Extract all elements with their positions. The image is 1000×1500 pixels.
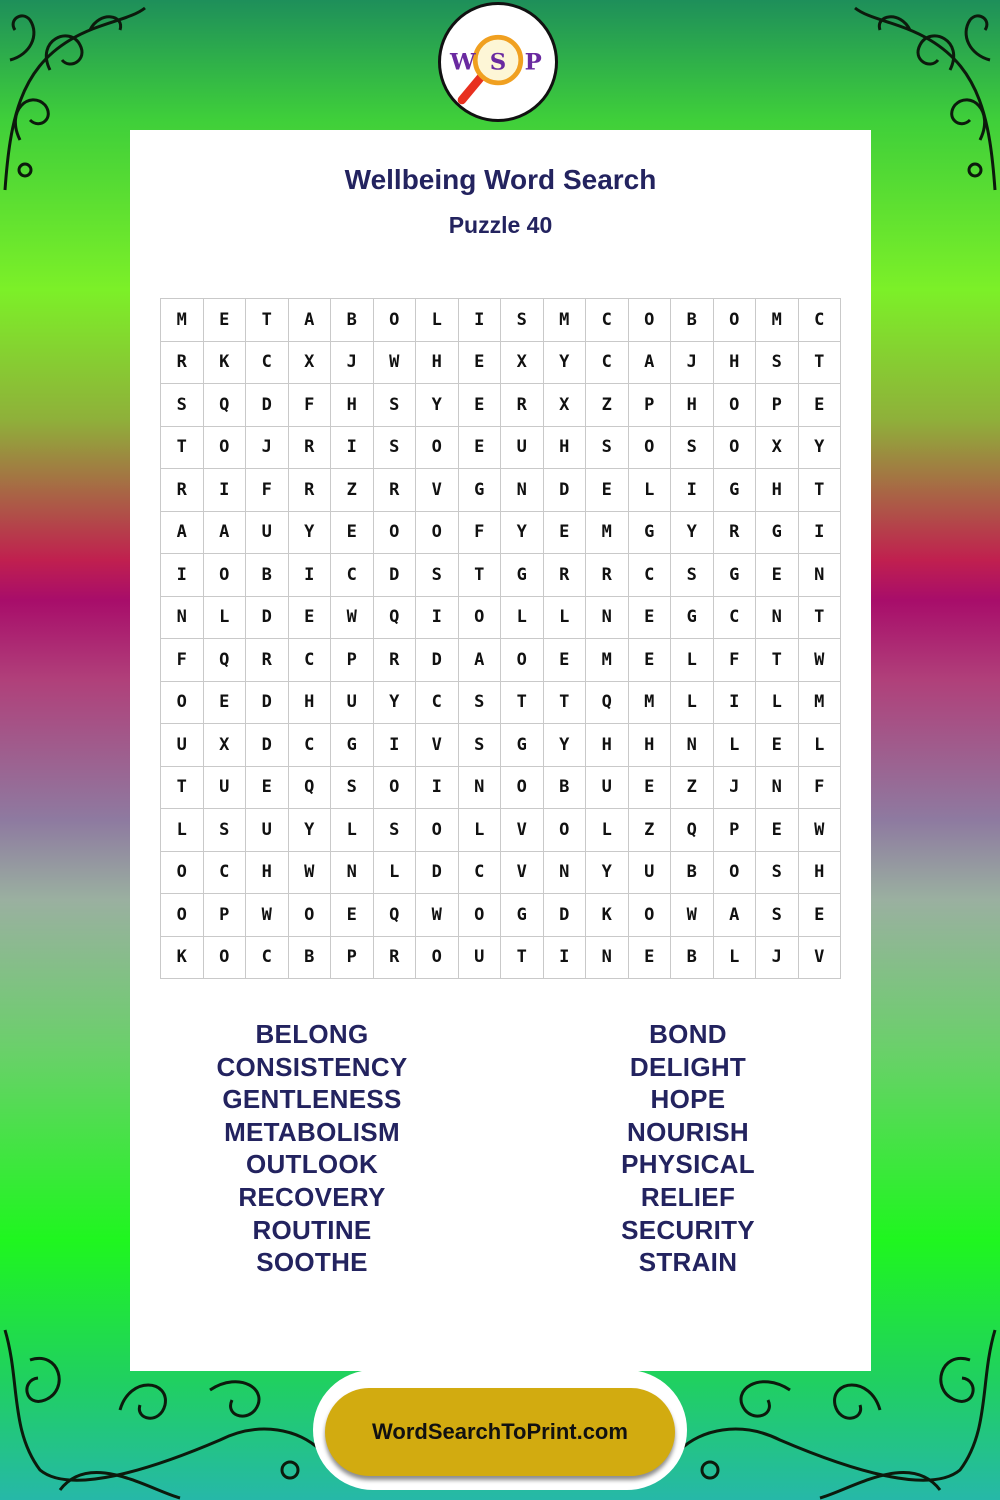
grid-cell[interactable]: S [671, 554, 714, 597]
grid-cell[interactable]: O [714, 299, 757, 342]
word-item: GENTLENESS [222, 1084, 402, 1115]
word-item: NOURISH [627, 1116, 749, 1147]
grid-cell[interactable]: B [544, 767, 587, 810]
grid-cell[interactable]: O [544, 809, 587, 852]
grid-cell[interactable]: F [289, 384, 332, 427]
grid-cell[interactable]: C [586, 299, 629, 342]
logo-letter-w: W [450, 49, 476, 76]
grid-cell[interactable]: L [416, 299, 459, 342]
word-list-right [538, 1018, 838, 1279]
grid-cell[interactable]: S [374, 809, 417, 852]
grid-cell[interactable]: P [204, 894, 247, 937]
grid-cell[interactable]: G [756, 512, 799, 555]
grid-cell[interactable]: M [586, 512, 629, 555]
grid-cell[interactable]: G [501, 894, 544, 937]
grid-cell[interactable]: E [331, 512, 374, 555]
grid-cell[interactable]: H [246, 852, 289, 895]
grid-cell[interactable]: I [416, 767, 459, 810]
grid-cell[interactable]: B [671, 299, 714, 342]
grid-cell[interactable]: Q [586, 682, 629, 725]
grid-cell[interactable]: C [204, 852, 247, 895]
grid-cell[interactable]: X [544, 384, 587, 427]
grid-cell[interactable]: A [459, 639, 502, 682]
grid-cell[interactable]: L [799, 724, 842, 767]
grid-cell[interactable]: U [629, 852, 672, 895]
grid-cell[interactable]: L [331, 809, 374, 852]
grid-cell[interactable]: I [204, 469, 247, 512]
grid-cell[interactable]: V [501, 852, 544, 895]
grid-cell[interactable]: L [374, 852, 417, 895]
grid-cell[interactable]: R [374, 469, 417, 512]
grid-cell[interactable]: I [374, 724, 417, 767]
grid-cell[interactable]: Y [544, 342, 587, 385]
grid-cell[interactable]: R [374, 937, 417, 980]
grid-cell[interactable]: R [161, 469, 204, 512]
grid-cell[interactable]: G [331, 724, 374, 767]
grid-cell[interactable]: N [756, 597, 799, 640]
grid-cell[interactable]: I [714, 682, 757, 725]
grid-cell[interactable]: M [629, 682, 672, 725]
grid-cell[interactable]: T [799, 597, 842, 640]
grid-cell[interactable]: L [629, 469, 672, 512]
grid-cell[interactable]: S [671, 427, 714, 470]
grid-cell[interactable]: C [289, 724, 332, 767]
grid-cell[interactable]: E [331, 894, 374, 937]
grid-cell[interactable]: G [501, 724, 544, 767]
grid-cell[interactable]: C [586, 342, 629, 385]
grid-cell[interactable]: C [289, 639, 332, 682]
grid-cell[interactable]: E [799, 384, 842, 427]
grid-cell[interactable]: A [161, 512, 204, 555]
grid-cell[interactable]: G [501, 554, 544, 597]
grid-cell[interactable]: N [671, 724, 714, 767]
grid-cell[interactable]: V [416, 724, 459, 767]
grid-cell[interactable]: J [714, 767, 757, 810]
word-item: RELIEF [640, 1181, 736, 1212]
grid-cell[interactable]: F [246, 469, 289, 512]
logo-letter-s: S [489, 49, 507, 76]
grid-cell[interactable]: Y [671, 512, 714, 555]
grid-cell[interactable]: Y [799, 427, 842, 470]
grid-cell[interactable]: Q [204, 384, 247, 427]
grid-cell[interactable]: E [459, 342, 502, 385]
grid-cell[interactable]: O [459, 894, 502, 937]
grid-cell[interactable]: N [331, 852, 374, 895]
grid-cell[interactable]: Y [501, 512, 544, 555]
wsp-logo [438, 2, 558, 122]
grid-cell[interactable]: C [246, 342, 289, 385]
grid-cell[interactable]: L [544, 597, 587, 640]
grid-cell[interactable]: M [756, 299, 799, 342]
grid-cell[interactable]: T [459, 554, 502, 597]
grid-cell[interactable]: O [629, 894, 672, 937]
grid-cell[interactable]: S [501, 299, 544, 342]
grid-cell[interactable]: C [714, 597, 757, 640]
grid-cell[interactable]: Q [289, 767, 332, 810]
grid-cell[interactable]: Y [374, 682, 417, 725]
grid-cell[interactable]: O [161, 852, 204, 895]
grid-cell[interactable]: O [161, 682, 204, 725]
corner-ornament-top-left [0, 0, 150, 200]
grid-cell[interactable]: R [246, 639, 289, 682]
grid-cell[interactable]: N [501, 469, 544, 512]
grid-cell[interactable]: B [246, 554, 289, 597]
grid-cell[interactable]: N [586, 937, 629, 980]
grid-cell[interactable]: K [204, 342, 247, 385]
grid-cell[interactable]: E [629, 597, 672, 640]
grid-cell[interactable]: U [204, 767, 247, 810]
word-item: HOPE [650, 1084, 726, 1115]
grid-cell[interactable]: E [629, 937, 672, 980]
grid-cell[interactable]: O [714, 384, 757, 427]
grid-cell[interactable]: W [671, 894, 714, 937]
grid-cell[interactable]: O [374, 512, 417, 555]
grid-cell[interactable]: G [459, 469, 502, 512]
grid-cell[interactable]: H [289, 682, 332, 725]
grid-cell[interactable]: Q [374, 597, 417, 640]
footer-badge [313, 1370, 687, 1490]
grid-cell[interactable]: G [714, 554, 757, 597]
grid-cell[interactable]: O [289, 894, 332, 937]
grid-cell[interactable]: E [756, 809, 799, 852]
grid-cell[interactable]: S [416, 554, 459, 597]
grid-cell[interactable]: Q [374, 894, 417, 937]
grid-cell[interactable]: R [586, 554, 629, 597]
grid-cell[interactable]: T [161, 427, 204, 470]
grid-cell[interactable]: N [459, 767, 502, 810]
grid-cell[interactable]: L [501, 597, 544, 640]
grid-cell[interactable]: E [629, 639, 672, 682]
grid-cell[interactable]: P [714, 809, 757, 852]
grid-cell[interactable]: T [544, 682, 587, 725]
grid-cell[interactable]: O [416, 937, 459, 980]
grid-cell[interactable]: U [459, 937, 502, 980]
grid-cell[interactable]: T [246, 299, 289, 342]
grid-cell[interactable]: P [331, 639, 374, 682]
grid-cell[interactable]: C [246, 937, 289, 980]
grid-cell[interactable]: E [289, 597, 332, 640]
grid-cell[interactable]: E [629, 767, 672, 810]
grid-cell[interactable]: G [671, 597, 714, 640]
grid-cell[interactable]: I [161, 554, 204, 597]
grid-cell[interactable]: H [586, 724, 629, 767]
grid-cell[interactable]: S [331, 767, 374, 810]
grid-cell[interactable]: F [459, 512, 502, 555]
grid-cell[interactable]: B [671, 852, 714, 895]
grid-cell[interactable]: S [756, 894, 799, 937]
grid-cell[interactable]: W [799, 809, 842, 852]
grid-cell[interactable]: S [161, 384, 204, 427]
grid-cell[interactable]: N [161, 597, 204, 640]
grid-cell[interactable]: R [289, 469, 332, 512]
grid-cell[interactable]: N [799, 554, 842, 597]
grid-cell[interactable]: M [544, 299, 587, 342]
grid-cell[interactable]: L [161, 809, 204, 852]
grid-cell[interactable]: U [331, 682, 374, 725]
grid-cell[interactable]: Y [586, 852, 629, 895]
logo-letter-p: P [524, 49, 542, 76]
grid-cell[interactable]: Z [671, 767, 714, 810]
grid-cell[interactable]: L [459, 809, 502, 852]
grid-cell[interactable]: S [374, 427, 417, 470]
grid-cell[interactable]: S [459, 724, 502, 767]
grid-cell[interactable]: Q [204, 639, 247, 682]
grid-cell[interactable]: M [161, 299, 204, 342]
grid-cell[interactable]: U [586, 767, 629, 810]
grid-cell[interactable]: C [416, 682, 459, 725]
grid-cell[interactable]: X [289, 342, 332, 385]
grid-cell[interactable]: T [756, 639, 799, 682]
word-item: BELONG [255, 1019, 369, 1049]
grid-cell[interactable]: C [459, 852, 502, 895]
grid-cell[interactable]: E [459, 427, 502, 470]
grid-cell[interactable]: M [586, 639, 629, 682]
grid-cell[interactable]: D [416, 639, 459, 682]
grid-cell[interactable]: K [586, 894, 629, 937]
grid-cell[interactable]: R [714, 512, 757, 555]
grid-cell[interactable]: Y [289, 512, 332, 555]
grid-cell[interactable]: B [289, 937, 332, 980]
grid-cell[interactable]: L [586, 809, 629, 852]
grid-cell[interactable]: P [629, 384, 672, 427]
grid-cell[interactable]: H [331, 384, 374, 427]
grid-cell[interactable]: Y [289, 809, 332, 852]
grid-cell[interactable]: X [501, 342, 544, 385]
letter-grid [160, 298, 841, 979]
grid-cell[interactable]: H [799, 852, 842, 895]
grid-cell[interactable]: A [204, 512, 247, 555]
grid-cell[interactable]: J [756, 937, 799, 980]
grid-cell[interactable]: O [629, 427, 672, 470]
grid-cell[interactable]: O [204, 427, 247, 470]
grid-cell[interactable]: O [459, 597, 502, 640]
grid-cell[interactable]: O [714, 427, 757, 470]
grid-cell[interactable]: D [544, 469, 587, 512]
grid-cell[interactable]: I [289, 554, 332, 597]
word-item: DELIGHT [629, 1051, 747, 1082]
word-item: RECOVERY [238, 1181, 386, 1212]
grid-cell[interactable]: N [544, 852, 587, 895]
grid-cell[interactable]: H [629, 724, 672, 767]
grid-cell[interactable]: L [204, 597, 247, 640]
word-item: ROUTINE [252, 1214, 372, 1245]
grid-cell[interactable]: Z [629, 809, 672, 852]
grid-cell[interactable]: O [416, 427, 459, 470]
grid-cell[interactable]: A [289, 299, 332, 342]
grid-cell[interactable]: I [544, 937, 587, 980]
grid-cell[interactable]: O [204, 554, 247, 597]
grid-cell[interactable]: T [161, 767, 204, 810]
grid-cell[interactable]: G [714, 469, 757, 512]
grid-cell[interactable]: D [246, 384, 289, 427]
grid-cell[interactable]: U [246, 512, 289, 555]
word-list-left [162, 1018, 462, 1279]
grid-cell[interactable]: J [671, 342, 714, 385]
grid-cell[interactable]: Y [416, 384, 459, 427]
grid-cell[interactable]: R [501, 384, 544, 427]
grid-cell[interactable]: D [246, 597, 289, 640]
grid-cell[interactable]: L [714, 724, 757, 767]
grid-cell[interactable]: V [799, 937, 842, 980]
grid-cell[interactable]: U [246, 809, 289, 852]
grid-cell[interactable]: T [799, 469, 842, 512]
grid-cell[interactable]: D [374, 554, 417, 597]
grid-cell[interactable]: O [204, 937, 247, 980]
grid-cell[interactable]: L [756, 682, 799, 725]
word-item: STRAIN [638, 1247, 738, 1278]
grid-cell[interactable]: D [416, 852, 459, 895]
grid-cell[interactable]: D [246, 682, 289, 725]
grid-cell[interactable]: E [204, 299, 247, 342]
grid-cell[interactable]: L [714, 937, 757, 980]
grid-cell[interactable]: H [756, 469, 799, 512]
grid-cell[interactable]: H [416, 342, 459, 385]
grid-cell[interactable]: W [799, 639, 842, 682]
grid-cell[interactable]: O [416, 512, 459, 555]
grid-cell[interactable]: O [416, 809, 459, 852]
grid-cell[interactable]: I [459, 299, 502, 342]
grid-cell[interactable]: C [629, 554, 672, 597]
grid-cell[interactable]: X [756, 427, 799, 470]
grid-cell[interactable]: O [501, 639, 544, 682]
grid-cell[interactable]: W [416, 894, 459, 937]
grid-cell[interactable]: E [459, 384, 502, 427]
grid-cell[interactable]: I [671, 469, 714, 512]
grid-cell[interactable]: E [756, 554, 799, 597]
grid-cell[interactable]: E [246, 767, 289, 810]
grid-cell[interactable]: C [799, 299, 842, 342]
grid-cell[interactable]: A [714, 894, 757, 937]
word-item: BOND [649, 1019, 727, 1049]
grid-cell[interactable]: H [544, 427, 587, 470]
word-item: SECURITY [621, 1214, 755, 1245]
grid-cell[interactable]: V [501, 809, 544, 852]
grid-cell[interactable]: W [331, 597, 374, 640]
grid-cell[interactable]: F [161, 639, 204, 682]
grid-cell[interactable]: R [289, 427, 332, 470]
puzzle-sheet [130, 130, 871, 1371]
grid-cell[interactable]: L [671, 639, 714, 682]
grid-cell[interactable]: O [714, 852, 757, 895]
grid-cell[interactable]: R [161, 342, 204, 385]
grid-cell[interactable]: I [416, 597, 459, 640]
grid-cell[interactable]: D [544, 894, 587, 937]
grid-cell[interactable]: E [586, 469, 629, 512]
grid-cell[interactable]: T [501, 682, 544, 725]
grid-cell[interactable]: J [331, 342, 374, 385]
grid-cell[interactable]: H [714, 342, 757, 385]
grid-cell[interactable]: V [416, 469, 459, 512]
grid-cell[interactable]: U [161, 724, 204, 767]
grid-cell[interactable]: S [756, 342, 799, 385]
grid-cell[interactable]: S [374, 384, 417, 427]
grid-cell[interactable]: A [629, 342, 672, 385]
grid-cell[interactable]: Y [544, 724, 587, 767]
grid-cell[interactable]: G [629, 512, 672, 555]
corner-ornament-top-right [850, 0, 1000, 200]
grid-cell[interactable]: D [246, 724, 289, 767]
word-item: OUTLOOK [245, 1149, 379, 1180]
grid-cell[interactable]: O [629, 299, 672, 342]
grid-cell[interactable]: L [671, 682, 714, 725]
word-item: SOOTHE [256, 1247, 368, 1278]
grid-cell[interactable]: W [374, 342, 417, 385]
grid-cell[interactable]: M [799, 682, 842, 725]
word-item: PHYSICAL [621, 1149, 755, 1180]
grid-cell[interactable]: E [544, 639, 587, 682]
grid-cell[interactable]: S [459, 682, 502, 725]
grid-cell[interactable]: H [671, 384, 714, 427]
word-item: CONSISTENCY [216, 1051, 408, 1082]
grid-cell[interactable]: Q [671, 809, 714, 852]
grid-cell[interactable]: R [374, 639, 417, 682]
grid-cell[interactable]: N [586, 597, 629, 640]
grid-cell[interactable]: X [204, 724, 247, 767]
grid-cell[interactable]: Z [331, 469, 374, 512]
grid-cell[interactable]: U [501, 427, 544, 470]
site-link-button[interactable] [325, 1388, 675, 1476]
puzzle-number: Puzzle 40 [448, 212, 553, 238]
grid-cell[interactable]: F [799, 767, 842, 810]
grid-cell[interactable]: E [204, 682, 247, 725]
grid-cell[interactable]: C [331, 554, 374, 597]
grid-cell[interactable]: T [501, 937, 544, 980]
grid-cell[interactable]: I [331, 427, 374, 470]
grid-cell[interactable]: O [374, 299, 417, 342]
grid-cell[interactable]: S [586, 427, 629, 470]
grid-cell[interactable]: O [501, 767, 544, 810]
grid-cell[interactable]: B [331, 299, 374, 342]
grid-cell[interactable]: P [331, 937, 374, 980]
grid-cell[interactable]: W [246, 894, 289, 937]
grid-cell[interactable]: O [161, 894, 204, 937]
grid-cell[interactable]: W [289, 852, 332, 895]
grid-cell[interactable]: N [756, 767, 799, 810]
site-link-label: WordSearchToPrint.com [372, 1419, 628, 1444]
word-item: METABOLISM [224, 1116, 400, 1147]
grid-cell[interactable]: E [799, 894, 842, 937]
grid-cell[interactable]: Z [586, 384, 629, 427]
grid-cell[interactable]: J [246, 427, 289, 470]
grid-cell[interactable]: E [544, 512, 587, 555]
grid-cell[interactable]: B [671, 937, 714, 980]
grid-cell[interactable]: T [799, 342, 842, 385]
grid-cell[interactable]: I [799, 512, 842, 555]
grid-cell[interactable]: E [756, 724, 799, 767]
grid-cell[interactable]: P [756, 384, 799, 427]
grid-cell[interactable]: K [161, 937, 204, 980]
puzzle-title: Wellbeing Word Search [344, 164, 657, 195]
grid-cell[interactable]: O [374, 767, 417, 810]
grid-cell[interactable]: S [756, 852, 799, 895]
grid-cell[interactable]: R [544, 554, 587, 597]
grid-cell[interactable]: S [204, 809, 247, 852]
grid-cell[interactable]: F [714, 639, 757, 682]
